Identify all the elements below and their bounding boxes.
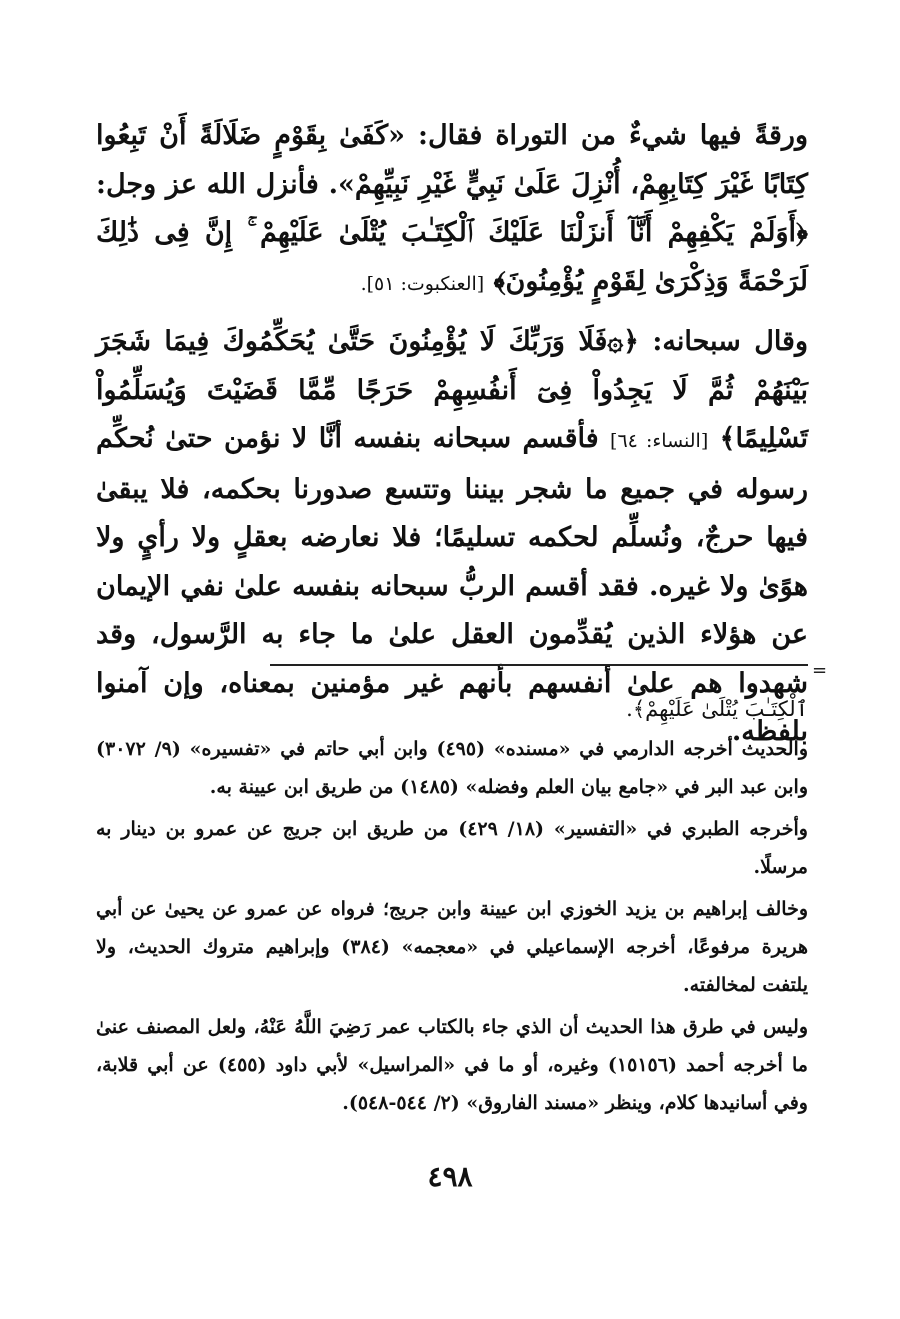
footnote-paragraph-4: وليس في طرق هذا الحديث أن الذي جاء بالكتاب عمر رَضِيَ اللَّهُ عَنْهُ، ولعل المصنف عنىٰ ما أخرجه أحمد (١٥١٥٦) وغيره، أو ما في «المراسيل» لأبي داود (٤٥٥) عن أبي قلابة، وفي أسانيدها كلام، وينظر «مسند الفاروق» (٢/ ٥٤٤-٥٤٨). <box>96 1016 808 1114</box>
footnote-continuation-line: ٱلْكِتَـٰبَ يُتْلَىٰ عَلَيْهِمْ﴾. <box>626 697 808 721</box>
paragraph-1-text: ورقةً فيها شيءٌ من التوراة فقال: «كَفَىٰ بِقَوْمٍ ضَلَالَةً أَنْ تَبِعُوا كِتَابًا غَيْرَ كِتَابِهِمْ، أُنْزِلَ عَلَىٰ نَبِيٍّ غَيْرِ نَبِيِّهِمْ». فأنزل الله عز وجل: ﴿أَوَلَمْ يَكْفِهِمْ أَنَّآ أَنزَلْنَا عَلَيْكَ ٱلْكِتَـٰبَ يُتْلَىٰ عَلَيْهِمْ ۚ إِنَّ فِى ذَٰلِكَ لَرَحْمَةً وَذِكْرَىٰ لِقَوْمٍ يُؤْمِنُونَ﴾ <box>96 120 808 297</box>
quran-reference-ankabut: [العنكبوت: ٥١]. <box>360 272 485 295</box>
footnote-paragraph-3: وخالف إبراهيم بن يزيد الخوزي ابن عيينة وابن جريج؛ فرواه عن عمرو عن يحيىٰ عن أبي هريرة مرفوعًا، أخرجه الإسماعيلي في «معجمه» (٣٨٤) وإبراهيم متروك الحديث، ولا يلتفت لمخالفته. <box>96 898 808 996</box>
footnote-continuation-marker: = <box>812 660 828 681</box>
page-number: ٤٩٨ <box>427 1160 473 1193</box>
quran-reference-nisa: [النساء: ٦٤] <box>610 430 709 452</box>
footnotes-section <box>96 690 808 1126</box>
paragraph-1 <box>96 112 808 308</box>
footnote-paragraph-2: وأخرجه الطبري في «التفسير» (١٨/ ٤٢٩) من طريق ابن جريج عن عمرو بن دينار به مرسلًا. <box>96 818 808 878</box>
main-body-text <box>96 112 808 757</box>
paragraph-2-text: فأقسم سبحانه بنفسه أنَّا لا نؤمن حتىٰ نُحكِّم رسوله في جميع ما شجر بيننا وتتسع صدورنا بحكمه، فلا يبقىٰ فيها حرجٌ، ونُسلِّم لحكمه تسليمًا؛ فلا نعارضه بعقلٍ ولا رأيٍ ولا هوًىٰ ولا غيره. فقد أقسم الربُّ سبحانه بنفسه علىٰ نفي الإيمان عن هؤلاء الذين يُقدِّمون العقل علىٰ ما جاء به الرَّسول، وقد شهدوا هم علىٰ أنفسهم بأنهم غير مؤمنين بمعناه، وإن آمنوا بلفظه. <box>96 423 808 747</box>
footnote-paragraph-1: والحديث أخرجه الدارمي في «مسنده» (٤٩٥) وابن أبي حاتم في «تفسيره» (٩/ ٣٠٧٢) وابن عبد البر في «جامع بيان العلم وفضله» (١٤٨٥) من طريق ابن عيينة به. <box>96 738 808 798</box>
footnote-divider <box>270 664 808 666</box>
paragraph-2-verse: وقال سبحانه: ﴿۞فَلَا وَرَبِّكَ لَا يُؤْمِنُونَ حَتَّىٰ يُحَكِّمُوكَ فِيمَا شَجَرَ بَيْنَهُمْ ثُمَّ لَا يَجِدُواْ فِىٓ أَنفُسِهِمْ حَرَجًا مِّمَّا قَضَيْتَ وَيُسَلِّمُواْ تَسْلِيمًا﴾ <box>96 326 809 454</box>
